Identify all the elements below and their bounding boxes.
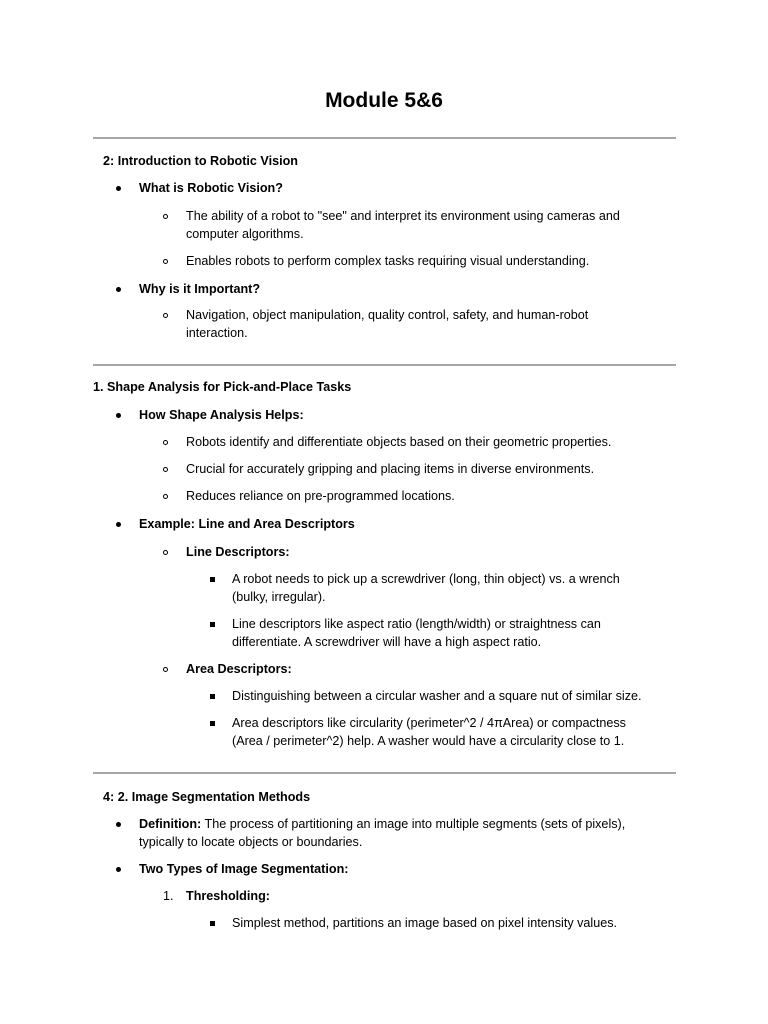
definition-text: The process of partitioning an image into multiple segments (sets of pixels),	[201, 817, 626, 831]
bullet-item: Example: Line and Area Descriptors	[139, 517, 355, 531]
numbered-item: Thresholding:	[186, 889, 270, 903]
bullet-circle	[163, 667, 168, 672]
definition-label: Definition:	[139, 817, 202, 831]
sub-item-text: Robots identify and differentiate objects based on their geometric properties.	[186, 435, 612, 449]
sub-sub-item-text: Distinguishing between a circular washer and a square nut of similar size.	[232, 689, 642, 703]
sub-sub-item-text: (Area / perimeter^2) help. A washer would have a circularity close to 1.	[232, 734, 625, 748]
section-heading: 4: 2. Image Segmentation Methods	[103, 790, 311, 804]
sub-item-heading: Area Descriptors:	[186, 662, 292, 676]
bullet-square	[210, 577, 215, 582]
section-heading: 1. Shape Analysis for Pick-and-Place Tasks	[93, 380, 352, 394]
bullet-item: Two Types of Image Segmentation:	[139, 862, 349, 876]
bullet-square	[210, 721, 215, 726]
bullet-disc	[116, 522, 121, 527]
sub-sub-item-text: Line descriptors like aspect ratio (length/width) or straightness can	[232, 617, 601, 631]
bullet-circle	[163, 550, 168, 555]
divider	[93, 364, 676, 366]
bullet-circle	[163, 259, 168, 264]
sub-sub-item-text: Simplest method, partitions an image based on pixel intensity values.	[232, 916, 618, 930]
bullet-circle	[163, 214, 168, 219]
bullet-item: How Shape Analysis Helps:	[139, 408, 304, 422]
sub-item-text: Navigation, object manipulation, quality control, safety, and human-robot	[186, 308, 589, 322]
bullet-square	[210, 622, 215, 627]
sub-item-text: Crucial for accurately gripping and placing items in diverse environments.	[186, 462, 595, 476]
bullet-circle	[163, 494, 168, 499]
sub-item-text: interaction.	[186, 326, 248, 340]
sub-item-text: Reduces reliance on pre-programmed locations.	[186, 489, 455, 503]
sub-sub-item-text: Area descriptors like circularity (perimeter^2 / 4πArea) or compactness	[232, 716, 626, 730]
bullet-item-continued: typically to locate objects or boundaries.	[139, 835, 363, 849]
bullet-disc	[116, 287, 121, 292]
divider	[93, 772, 676, 774]
sub-item-text: computer algorithms.	[186, 227, 304, 241]
bullet-circle	[163, 313, 168, 318]
bullet-item	[139, 815, 625, 833]
bullet-square	[210, 921, 215, 926]
bullet-item: Why is it Important?	[139, 282, 261, 296]
sub-item-text: Enables robots to perform complex tasks requiring visual understanding.	[186, 254, 590, 268]
bullet-disc	[116, 822, 121, 827]
bullet-item: What is Robotic Vision?	[139, 181, 283, 195]
bullet-square	[210, 694, 215, 699]
bullet-disc	[116, 186, 121, 191]
divider	[93, 137, 676, 139]
bullet-disc	[116, 867, 121, 872]
sub-sub-item-text: differentiate. A screwdriver will have a high aspect ratio.	[232, 635, 542, 649]
section-heading: 2: Introduction to Robotic Vision	[103, 154, 298, 168]
numbered-marker: 1.	[163, 889, 174, 903]
sub-item-heading: Line Descriptors:	[186, 545, 290, 559]
bullet-disc	[116, 413, 121, 418]
sub-item-text: The ability of a robot to "see" and interpret its environment using cameras and	[186, 209, 620, 223]
bullet-circle	[163, 440, 168, 445]
sub-sub-item-text: A robot needs to pick up a screwdriver (long, thin object) vs. a wrench	[232, 572, 620, 586]
page-title: Module 5&6	[325, 89, 443, 112]
sub-sub-item-text: (bulky, irregular).	[232, 590, 326, 604]
bullet-circle	[163, 467, 168, 472]
